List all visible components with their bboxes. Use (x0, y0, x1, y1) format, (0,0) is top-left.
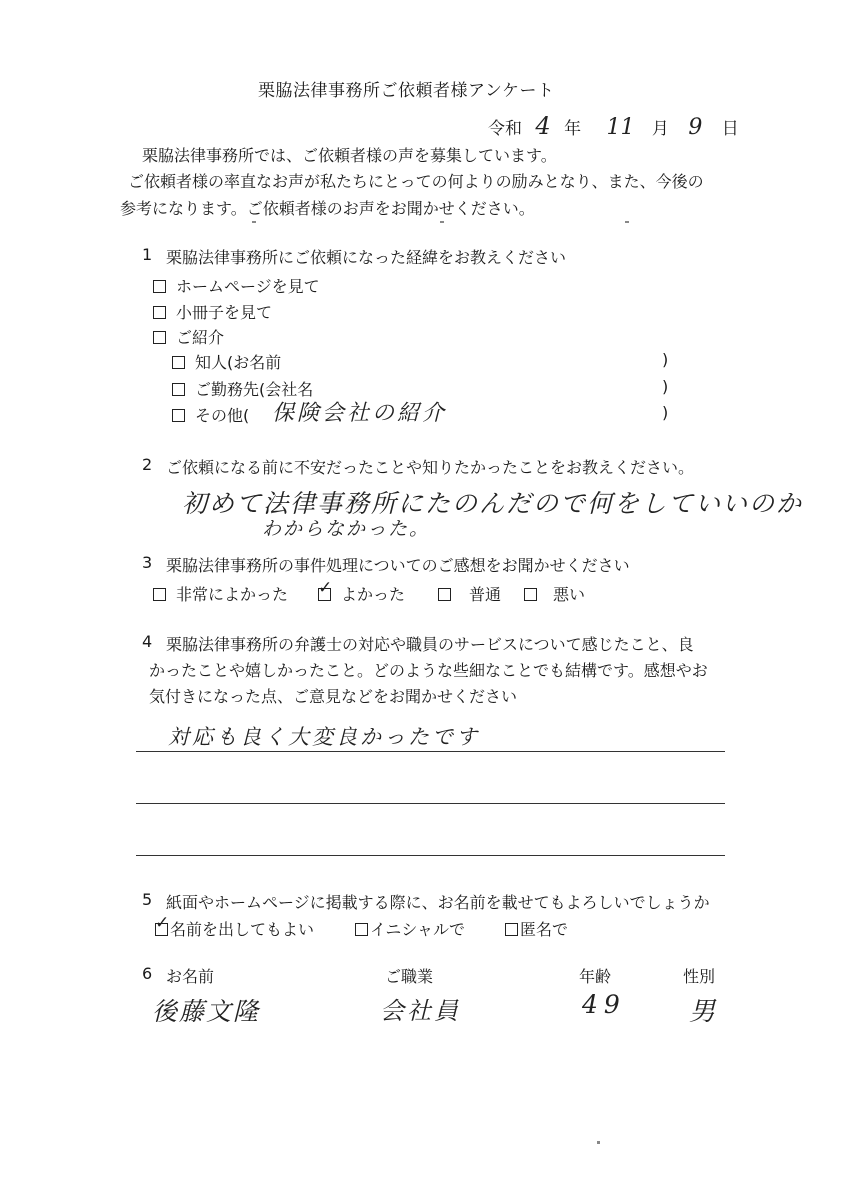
q1-sub-acquaintance-close: ) (662, 350, 669, 369)
answer-line (136, 803, 725, 804)
q1-sub-employer-close: ) (662, 377, 669, 396)
q3-number: 3 (142, 553, 153, 572)
check-mark-icon: ✓ (318, 578, 333, 598)
q1-sub-label: その他( (195, 406, 250, 425)
intro-line-2: ご依頼者様の率直なお声が私たちにとっての何よりの励みとなり、また、今後の (128, 172, 704, 191)
q1-option-homepage[interactable] (153, 274, 320, 297)
checkbox[interactable] (172, 409, 185, 422)
q3-option-bad[interactable] (524, 582, 585, 605)
q1-option-label: 小冊子を見て (176, 303, 273, 322)
checkbox[interactable] (172, 383, 185, 396)
q3-option-label: 普通 (469, 585, 502, 604)
q3-option-average[interactable] (438, 582, 501, 605)
q1-option-label: ご紹介 (176, 328, 225, 347)
q6-label-job: ご職業 (385, 967, 434, 986)
q1-number: 1 (142, 245, 153, 264)
date-year-unit: 年 (564, 119, 582, 139)
checkbox-checked[interactable] (318, 578, 333, 601)
checkbox[interactable] (355, 923, 368, 936)
q1-sub-other-close: ) (662, 403, 669, 422)
date-day-unit: 日 (721, 119, 739, 139)
q1-option-label: ホームページを見て (176, 277, 320, 296)
answer-line (136, 751, 725, 752)
checkbox[interactable] (153, 331, 166, 344)
q6-label-age: 年齢 (579, 967, 612, 986)
q5-option-label: イニシャルで (370, 920, 466, 939)
q2-question: ご依頼になる前に不安だったことや知りたかったことをお教えください。 (166, 458, 695, 477)
intro-line-3: 参考になります。ご依頼者様のお声をお聞かせください。 (120, 199, 535, 218)
q3-question: 栗脇法律事務所の事件処理についてのご感想をお聞かせください (166, 556, 630, 575)
checkbox[interactable] (153, 306, 166, 319)
q2-answer-line-1: 初めて法律事務所にたのんだので何をしていいのか (182, 489, 804, 518)
checkbox[interactable] (505, 923, 518, 936)
q5-option-label: 名前を出してもよい (170, 920, 315, 939)
intro-line-1: 栗脇法律事務所では、ご依頼者様の声を募集しています。 (142, 146, 557, 165)
checkbox[interactable] (153, 588, 166, 601)
q1-sub-label: 知人(お名前 (195, 353, 282, 372)
q1-sub-other[interactable] (172, 403, 249, 426)
q3-option-label: 悪い (553, 585, 586, 604)
q6-value-age: 49 (582, 990, 626, 1019)
checkbox[interactable] (172, 356, 185, 369)
q3-option-very-good[interactable] (153, 582, 288, 605)
date-era: 令和 (488, 119, 522, 139)
q3-option-label: よかった (341, 585, 406, 604)
checkbox[interactable] (153, 280, 166, 293)
q5-number: 5 (142, 890, 153, 909)
q6-value-gender: 男 (689, 997, 716, 1027)
q1-option-referral[interactable] (153, 325, 224, 348)
q5-option-anonymous[interactable] (505, 917, 568, 940)
q2-answer-line-2: わからなかった。 (262, 518, 431, 540)
q1-sub-label: ご勤務先(会社名 (195, 380, 314, 399)
q4-question-line-3: 気付きになった点、ご意見などをお聞かせください (149, 687, 518, 706)
answer-line (136, 855, 725, 856)
check-mark-icon: ✓ (155, 913, 170, 933)
q5-option-initials[interactable] (355, 917, 465, 940)
q3-option-label: 非常によかった (176, 585, 289, 604)
q2-number: 2 (142, 455, 153, 474)
q4-number: 4 (142, 632, 153, 651)
q4-question-line-1: 栗脇法律事務所の弁護士の対応や職員のサービスについて感じたこと、良 (166, 635, 694, 654)
q6-label-gender: 性別 (683, 967, 716, 986)
q3-option-good[interactable] (318, 578, 406, 605)
q5-question: 紙面やホームページに掲載する際に、お名前を載せてもよろしいでしょうか (166, 893, 710, 912)
checkbox-checked[interactable] (155, 913, 170, 936)
checkbox[interactable] (438, 588, 451, 601)
q5-option-full-name[interactable] (155, 913, 315, 940)
q1-other-written-answer: 保険会社の紹介 (272, 401, 448, 426)
date-line (488, 112, 739, 140)
date-day-value: 9 (688, 115, 703, 140)
q6-value-job: 会社員 (380, 997, 461, 1025)
date-year-value: 4 (535, 112, 551, 140)
q5-option-label: 匿名で (520, 920, 569, 939)
q4-answer: 対応も良く大変良かったです (168, 725, 480, 749)
q1-sub-acquaintance[interactable] (172, 350, 281, 373)
date-month-value: 11 (606, 115, 635, 140)
q6-label-name: お名前 (166, 967, 215, 986)
q4-question-line-2: かったことや嬉しかったこと。どのような些細なことでも結構です。感想やお (149, 661, 708, 680)
survey-title: 栗脇法律事務所ご依頼者様アンケート (258, 81, 555, 101)
q6-number: 6 (142, 964, 153, 983)
date-month-unit: 月 (651, 119, 669, 139)
q6-value-name: 後藤文隆 (152, 997, 261, 1026)
q1-option-booklet[interactable] (153, 300, 272, 323)
q1-question: 栗脇法律事務所にご依頼になった経緯をお教えください (166, 248, 567, 267)
checkbox[interactable] (524, 588, 537, 601)
